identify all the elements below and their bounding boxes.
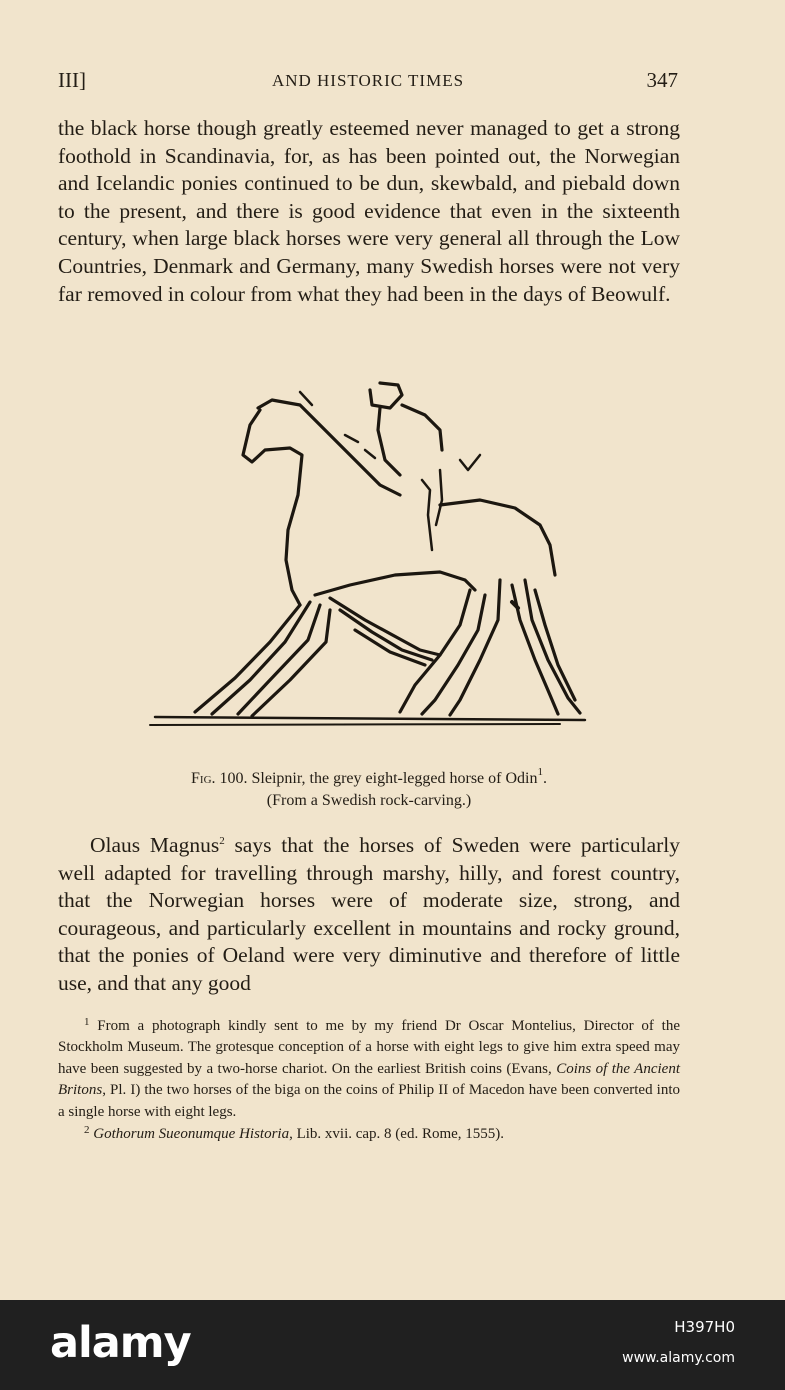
figure-label: Fig. 100.: [191, 770, 248, 787]
paragraph-2-text: says that the horses of Sweden were particularly well adapted for travelling through marshy, hilly, and forest country, that the Norwegian horses were of moderate size, strong, and courageous, and particularly excellent in mountains and rocky ground, that the ponies of Oeland were very diminutive and therefore of little use, and that any good: [58, 833, 680, 995]
alamy-logo: alamy: [50, 1318, 191, 1368]
footnotes: [58, 1016, 680, 1145]
figure-caption: Fig. 100. Sleipnir, the grey eight-legged horse of Odin$^1$.: [191, 766, 547, 787]
olaus-magnus-name: Olaus Magnus: [90, 833, 220, 857]
footnote-2: [58, 1124, 680, 1145]
chapter-number: III]: [58, 68, 86, 92]
footnote-2-text: , Lib. xvii. cap. 8 (ed. Rome, 1555).: [289, 1126, 505, 1143]
body-paragraph-2: [58, 832, 680, 998]
running-header: [58, 68, 678, 98]
stock-watermark-bar: [0, 1300, 785, 1390]
footnote-1: [58, 1016, 680, 1123]
footnote-1-italic: Coins of the Ancient Britons: [58, 1060, 680, 1099]
footnote-2-mark: 2: [84, 1124, 90, 1137]
stock-url[interactable]: www.alamy.com: [622, 1350, 735, 1366]
stock-image-id: H397H0: [674, 1318, 735, 1336]
figure-caption-text: Sleipnir, the grey eight-legged horse of Odin: [251, 770, 538, 787]
sleipnir-figure: [140, 380, 610, 740]
running-title: AND HISTORIC TIMES: [271, 71, 465, 90]
footnote-2-italic: Gothorum Sueonumque Historia: [89, 1126, 290, 1143]
footnote-1-text-a: From a photograph kindly sent to me by my friend Dr Oscar Montelius, Director of the Stockholm Museum. The grotesque conception of a horse with eight legs to give him extra speed may have been suggested by a two-horse chariot. On the earliest British coins (Evans,: [58, 1018, 680, 1077]
footnote-1-mark: 1: [84, 1016, 90, 1028]
footnote-1-text-b: , Pl. I) the two horses of the biga on the coins of Philip II of Macedon have been converted into a single horse with eight legs.: [58, 1082, 680, 1120]
figure-footnote-ref[interactable]: 1: [537, 766, 543, 778]
footnote-ref-2[interactable]: 2: [219, 835, 225, 847]
sleipnir-rock-carving: [140, 380, 610, 740]
page-number: 347: [646, 68, 678, 92]
figure-source: (From a Swedish rock-carving.): [266, 792, 472, 809]
body-paragraph-1: the black horse though greatly esteemed never managed to get a strong foothold in Scandinavia, for, as has been pointed out, the Norwegian and Icelandic ponies continued to be dun, skewbald, and piebald down to the present, and there is good evidence that even in the sixteenth century, when large black horses were very general all through the Low Countries, Denmark and Germany, many Swedish horses were not very far removed in colour from what they had been in the days of Beowulf.: [58, 116, 680, 306]
